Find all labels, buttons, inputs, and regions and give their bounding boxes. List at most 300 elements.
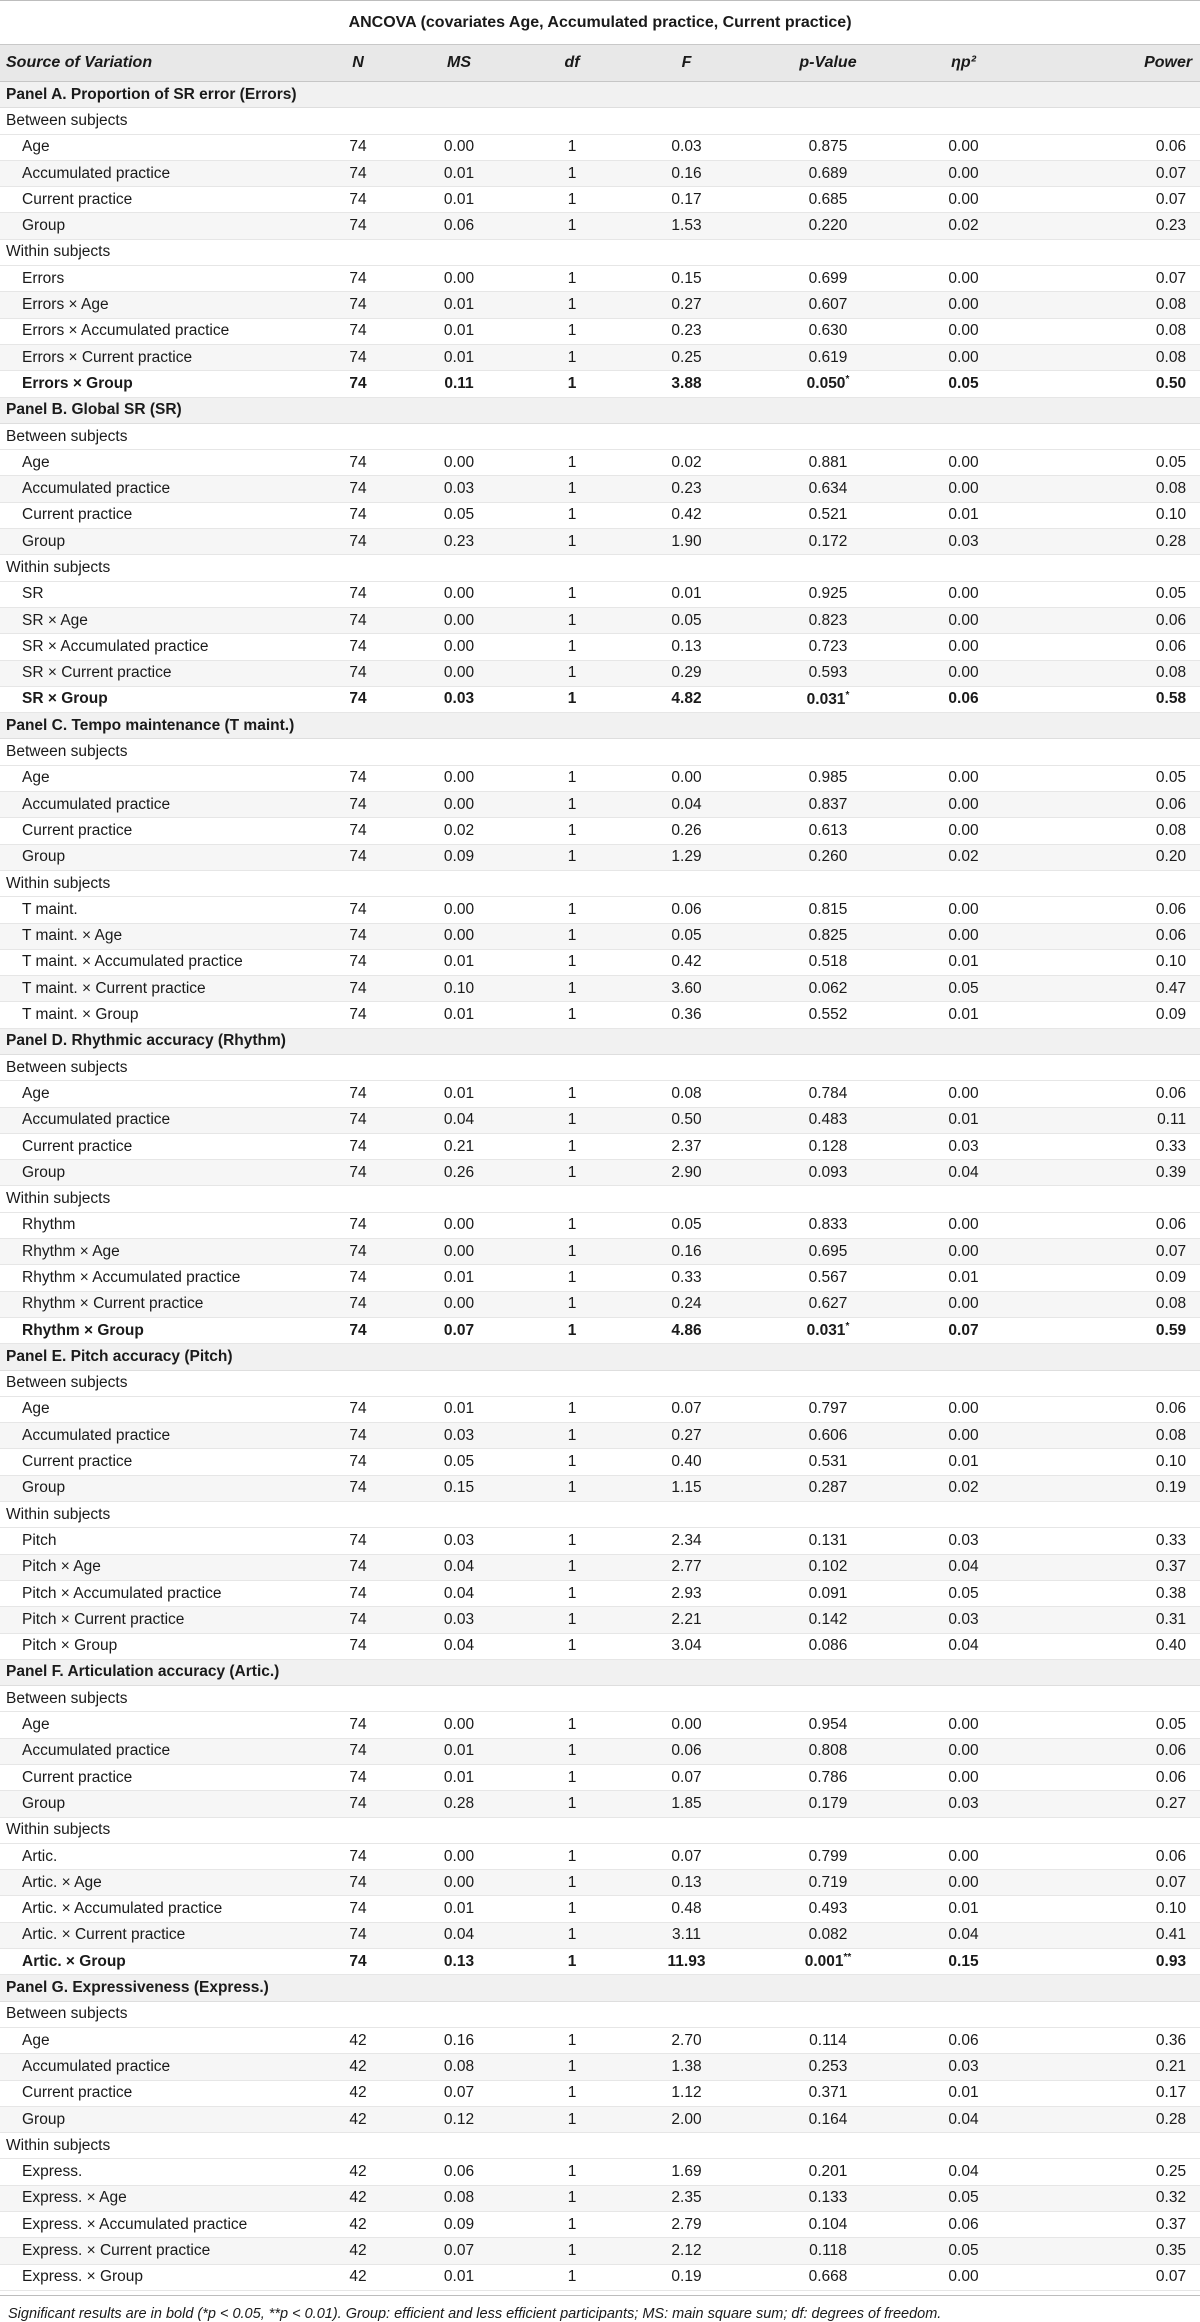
within-subjects-label: Within subjects [0,239,1200,265]
cell-power: 0.08 [1024,660,1200,686]
cell-ms: 0.00 [394,607,524,633]
cell-df: 1 [524,1160,620,1186]
cell-eta-squared: 0.05 [903,2238,1024,2264]
cell-ms: 0.16 [394,2027,524,2053]
cell-df: 1 [524,634,620,660]
cell-n: 74 [322,1396,394,1422]
table-row [0,134,1200,160]
cell-source: Group [0,844,322,870]
cell-f: 0.48 [620,1896,753,1922]
cell-n: 74 [322,1239,394,1265]
significance-marker: * [845,374,850,386]
cell-power: 0.20 [1024,844,1200,870]
cell-n: 74 [322,1291,394,1317]
cell-ms: 0.00 [394,1239,524,1265]
table-row [0,976,1200,1002]
cell-n: 74 [322,949,394,975]
table-row [0,2238,1200,2264]
table-caption: ANCOVA (covariates Age, Accumulated practice, Current practice) [0,1,1200,45]
cell-source: T maint. × Accumulated practice [0,949,322,975]
cell-source: Express. × Group [0,2264,322,2290]
cell-df: 1 [524,1449,620,1475]
cell-df: 1 [524,1475,620,1501]
significance-marker: ** [843,1952,852,1964]
cell-n: 74 [322,529,394,555]
cell-df: 1 [524,1291,620,1317]
cell-p-value: 0.719 [753,1870,903,1896]
cell-power: 0.33 [1024,1133,1200,1159]
cell-p-value: 0.260 [753,844,903,870]
cell-df: 1 [524,1607,620,1633]
cell-ms: 0.00 [394,897,524,923]
cell-source: SR [0,581,322,607]
cell-n: 74 [322,1870,394,1896]
cell-source: Accumulated practice [0,1423,322,1449]
cell-ms: 0.03 [394,1528,524,1554]
cell-source: T maint. × Current practice [0,976,322,1002]
cell-p-value: 0.689 [753,160,903,186]
cell-df: 1 [524,213,620,239]
cell-eta-squared: 0.00 [903,160,1024,186]
cell-source: Accumulated practice [0,2054,322,2080]
cell-eta-squared: 0.03 [903,1607,1024,1633]
cell-eta-squared: 0.00 [903,450,1024,476]
cell-f: 2.77 [620,1554,753,1580]
cell-eta-squared: 0.00 [903,1212,1024,1238]
cell-source: Accumulated practice [0,1107,322,1133]
cell-ms: 0.10 [394,976,524,1002]
cell-source: SR × Current practice [0,660,322,686]
cell-power: 0.17 [1024,2080,1200,2106]
table-row [0,1949,1200,1975]
panel-header-row [0,1975,1200,2001]
cell-df: 1 [524,1791,620,1817]
cell-df: 1 [524,660,620,686]
panel-header-row [0,397,1200,423]
cell-p-value [753,371,903,397]
cell-f: 1.29 [620,844,753,870]
cell-source: Group [0,2106,322,2132]
cell-source: Accumulated practice [0,160,322,186]
cell-ms: 0.00 [394,266,524,292]
within-subjects-row [0,1502,1200,1528]
p-value-number: 0.050 [806,375,846,393]
cell-eta-squared: 0.00 [903,660,1024,686]
cell-n: 74 [322,502,394,528]
cell-power: 0.58 [1024,686,1200,712]
between-subjects-label: Between subjects [0,423,1200,449]
table-row [0,1291,1200,1317]
cell-p-value: 0.881 [753,450,903,476]
cell-f: 0.17 [620,187,753,213]
table-row [0,1922,1200,1948]
cell-df: 1 [524,1896,620,1922]
cell-f: 0.04 [620,792,753,818]
cell-eta-squared: 0.00 [903,1712,1024,1738]
cell-p-value: 0.619 [753,344,903,370]
cell-p-value: 0.518 [753,949,903,975]
cell-p-value: 0.823 [753,607,903,633]
cell-n: 74 [322,160,394,186]
cell-ms: 0.01 [394,1765,524,1791]
cell-f: 0.13 [620,634,753,660]
cell-eta-squared: 0.00 [903,897,1024,923]
within-subjects-row [0,555,1200,581]
cell-df: 1 [524,1738,620,1764]
table-row [0,1607,1200,1633]
cell-ms: 0.07 [394,1317,524,1343]
cell-df: 1 [524,371,620,397]
cell-p-value: 0.093 [753,1160,903,1186]
cell-source: Accumulated practice [0,1738,322,1764]
cell-n: 74 [322,371,394,397]
cell-f: 2.79 [620,2212,753,2238]
cell-df: 1 [524,1107,620,1133]
cell-eta-squared: 0.00 [903,344,1024,370]
cell-p-value: 0.131 [753,1528,903,1554]
table-row [0,1317,1200,1343]
significance-marker: * [845,689,850,701]
cell-power: 0.10 [1024,502,1200,528]
cell-power: 0.27 [1024,1791,1200,1817]
cell-power: 0.40 [1024,1633,1200,1659]
cell-f: 1.15 [620,1475,753,1501]
cell-df: 1 [524,1002,620,1028]
cell-p-value: 0.164 [753,2106,903,2132]
cell-power: 0.07 [1024,266,1200,292]
table-row [0,2264,1200,2290]
cell-p-value: 0.118 [753,2238,903,2264]
cell-eta-squared: 0.01 [903,2080,1024,2106]
cell-source: Age [0,1081,322,1107]
cell-p-value [753,1317,903,1343]
table-row [0,502,1200,528]
cell-source: T maint. × Group [0,1002,322,1028]
cell-f: 0.02 [620,450,753,476]
cell-df: 1 [524,1239,620,1265]
cell-f: 0.26 [620,818,753,844]
panel-title: Panel F. Articulation accuracy (Artic.) [0,1659,1200,1685]
cell-n: 74 [322,318,394,344]
cell-f: 1.85 [620,1791,753,1817]
cell-source: Current practice [0,1133,322,1159]
table-row [0,292,1200,318]
cell-power: 0.05 [1024,581,1200,607]
cell-f: 1.12 [620,2080,753,2106]
table-row [0,2106,1200,2132]
table-row [0,1212,1200,1238]
cell-power: 0.11 [1024,1107,1200,1133]
between-subjects-row [0,108,1200,134]
cell-source: Current practice [0,818,322,844]
cell-f: 0.36 [620,1002,753,1028]
cell-power: 0.32 [1024,2185,1200,2211]
cell-f: 2.70 [620,2027,753,2053]
cell-source: Group [0,1475,322,1501]
cell-f: 0.40 [620,1449,753,1475]
cell-ms: 0.06 [394,2159,524,2185]
cell-n: 74 [322,134,394,160]
table-row [0,818,1200,844]
cell-n: 74 [322,213,394,239]
table-row [0,581,1200,607]
cell-eta-squared: 0.05 [903,2185,1024,2211]
panel-header-row [0,1344,1200,1370]
cell-df: 1 [524,1423,620,1449]
cell-ms: 0.00 [394,923,524,949]
cell-df: 1 [524,1081,620,1107]
cell-power: 0.25 [1024,2159,1200,2185]
cell-f: 0.05 [620,923,753,949]
cell-n: 74 [322,187,394,213]
within-subjects-row [0,239,1200,265]
cell-ms: 0.01 [394,1396,524,1422]
cell-f: 1.53 [620,213,753,239]
cell-n: 74 [322,292,394,318]
cell-p-value: 0.086 [753,1633,903,1659]
cell-eta-squared: 0.00 [903,765,1024,791]
cell-power: 0.06 [1024,634,1200,660]
cell-f: 3.04 [620,1633,753,1659]
cell-ms: 0.00 [394,660,524,686]
cell-power: 0.19 [1024,1475,1200,1501]
cell-power: 0.06 [1024,1738,1200,1764]
cell-source: Current practice [0,187,322,213]
cell-ms: 0.01 [394,1081,524,1107]
cell-ms: 0.21 [394,1133,524,1159]
cell-f: 2.00 [620,2106,753,2132]
cell-source: Rhythm × Group [0,1317,322,1343]
cell-source: Pitch × Accumulated practice [0,1580,322,1606]
within-subjects-label: Within subjects [0,555,1200,581]
cell-source: Rhythm [0,1212,322,1238]
cell-p-value: 0.062 [753,976,903,1002]
cell-n: 74 [322,844,394,870]
cell-power: 0.06 [1024,897,1200,923]
cell-f: 0.16 [620,160,753,186]
cell-p-value: 0.833 [753,1212,903,1238]
cell-power: 0.06 [1024,1396,1200,1422]
cell-f: 0.08 [620,1081,753,1107]
cell-n: 74 [322,1002,394,1028]
table-row [0,792,1200,818]
cell-p-value [753,1949,903,1975]
cell-f: 0.23 [620,318,753,344]
cell-n: 74 [322,1843,394,1869]
header-ms: MS [394,45,524,82]
cell-source: Errors × Current practice [0,344,322,370]
cell-f: 0.29 [620,660,753,686]
table-row [0,371,1200,397]
cell-n: 42 [322,2185,394,2211]
cell-f: 0.16 [620,1239,753,1265]
cell-eta-squared: 0.03 [903,1133,1024,1159]
cell-f: 0.07 [620,1396,753,1422]
table-row [0,1081,1200,1107]
cell-ms: 0.04 [394,1554,524,1580]
cell-df: 1 [524,450,620,476]
cell-power: 0.06 [1024,1843,1200,1869]
cell-f: 4.86 [620,1317,753,1343]
cell-source: Group [0,1160,322,1186]
cell-eta-squared: 0.04 [903,1554,1024,1580]
table-row [0,1002,1200,1028]
table-row [0,1896,1200,1922]
cell-df: 1 [524,2185,620,2211]
cell-p-value: 0.133 [753,2185,903,2211]
cell-eta-squared: 0.02 [903,844,1024,870]
cell-eta-squared: 0.03 [903,1528,1024,1554]
cell-n: 42 [322,2054,394,2080]
cell-n: 74 [322,765,394,791]
table-row [0,1133,1200,1159]
cell-n: 74 [322,1765,394,1791]
cell-f: 3.11 [620,1922,753,1948]
cell-p-value: 0.253 [753,2054,903,2080]
cell-source: Express. [0,2159,322,2185]
cell-ms: 0.09 [394,2212,524,2238]
panel-title: Panel A. Proportion of SR error (Errors) [0,82,1200,108]
cell-power: 0.05 [1024,450,1200,476]
cell-df: 1 [524,2212,620,2238]
cell-f: 0.07 [620,1765,753,1791]
cell-source: Pitch [0,1528,322,1554]
between-subjects-label: Between subjects [0,1054,1200,1080]
cell-p-value: 0.179 [753,1791,903,1817]
cell-n: 74 [322,1922,394,1948]
cell-df: 1 [524,1317,620,1343]
table-row [0,607,1200,633]
cell-power: 0.08 [1024,1423,1200,1449]
cell-df: 1 [524,581,620,607]
cell-ms: 0.01 [394,949,524,975]
cell-df: 1 [524,529,620,555]
cell-n: 42 [322,2212,394,2238]
table-row [0,213,1200,239]
cell-f: 0.05 [620,607,753,633]
panel-title: Panel C. Tempo maintenance (T maint.) [0,713,1200,739]
cell-ms: 0.04 [394,1922,524,1948]
cell-f: 0.27 [620,292,753,318]
cell-power: 0.08 [1024,318,1200,344]
within-subjects-label: Within subjects [0,2133,1200,2159]
cell-source: Artic. [0,1843,322,1869]
cell-ms: 0.03 [394,1607,524,1633]
cell-source: Current practice [0,1765,322,1791]
cell-eta-squared: 0.01 [903,1449,1024,1475]
cell-f: 2.12 [620,2238,753,2264]
cell-eta-squared: 0.00 [903,1239,1024,1265]
table-row [0,1396,1200,1422]
cell-f: 1.90 [620,529,753,555]
p-value-number: 0.031 [806,691,846,709]
cell-eta-squared: 0.15 [903,1949,1024,1975]
cell-p-value: 0.531 [753,1449,903,1475]
cell-f: 0.00 [620,765,753,791]
cell-power: 0.50 [1024,371,1200,397]
cell-p-value: 0.685 [753,187,903,213]
cell-eta-squared: 0.01 [903,1896,1024,1922]
cell-ms: 0.09 [394,844,524,870]
cell-p-value: 0.875 [753,134,903,160]
cell-power: 0.23 [1024,213,1200,239]
table-row [0,1449,1200,1475]
cell-n: 74 [322,1475,394,1501]
cell-p-value: 0.287 [753,1475,903,1501]
cell-n: 74 [322,1133,394,1159]
cell-f: 0.07 [620,1843,753,1869]
cell-eta-squared: 0.00 [903,1291,1024,1317]
table-row [0,897,1200,923]
cell-eta-squared: 0.00 [903,318,1024,344]
header-power: Power [1024,45,1200,82]
cell-p-value: 0.627 [753,1291,903,1317]
cell-n: 74 [322,1449,394,1475]
cell-power: 0.39 [1024,1160,1200,1186]
cell-n: 74 [322,1107,394,1133]
cell-p-value: 0.668 [753,2264,903,2290]
cell-df: 1 [524,2238,620,2264]
cell-n: 74 [322,607,394,633]
cell-eta-squared: 0.04 [903,2159,1024,2185]
cell-ms: 0.01 [394,2264,524,2290]
cell-f: 0.42 [620,949,753,975]
cell-power: 0.07 [1024,1870,1200,1896]
table-row [0,1554,1200,1580]
cell-df: 1 [524,1843,620,1869]
cell-eta-squared: 0.00 [903,1843,1024,1869]
cell-source: Age [0,765,322,791]
cell-f: 2.34 [620,1528,753,1554]
cell-eta-squared: 0.03 [903,529,1024,555]
cell-ms: 0.00 [394,1291,524,1317]
cell-f: 0.06 [620,897,753,923]
cell-eta-squared: 0.03 [903,2054,1024,2080]
cell-p-value: 0.808 [753,1738,903,1764]
panel-title: Panel B. Global SR (SR) [0,397,1200,423]
cell-p-value: 0.220 [753,213,903,239]
table-row [0,2054,1200,2080]
cell-n: 74 [322,1949,394,1975]
cell-ms: 0.00 [394,1212,524,1238]
cell-eta-squared: 0.00 [903,2264,1024,2290]
cell-f: 0.00 [620,1712,753,1738]
cell-source: Accumulated practice [0,792,322,818]
cell-source: Rhythm × Age [0,1239,322,1265]
cell-f: 2.93 [620,1580,753,1606]
cell-p-value [753,686,903,712]
cell-df: 1 [524,2080,620,2106]
cell-f: 0.24 [620,1291,753,1317]
cell-df: 1 [524,844,620,870]
cell-source: Age [0,1396,322,1422]
cell-df: 1 [524,1922,620,1948]
cell-df: 1 [524,2106,620,2132]
cell-source: Pitch × Age [0,1554,322,1580]
cell-n: 74 [322,1423,394,1449]
cell-f: 0.01 [620,581,753,607]
table-row [0,1843,1200,1869]
cell-ms: 0.06 [394,213,524,239]
cell-ms: 0.00 [394,1870,524,1896]
cell-df: 1 [524,187,620,213]
cell-f: 1.38 [620,2054,753,2080]
cell-ms: 0.01 [394,1002,524,1028]
header-eta-squared: ηp² [903,45,1024,82]
cell-power: 0.06 [1024,1081,1200,1107]
cell-eta-squared: 0.05 [903,976,1024,1002]
cell-f: 3.88 [620,371,753,397]
